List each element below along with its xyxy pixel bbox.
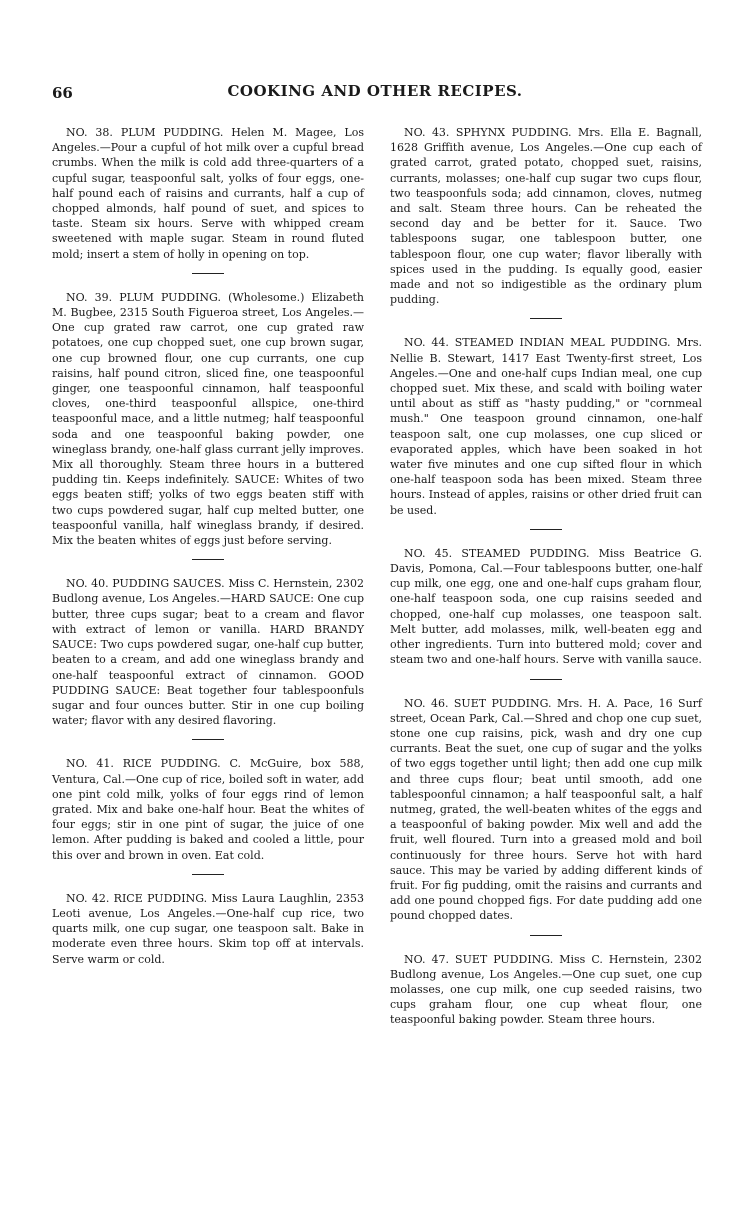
recipe-38 <box>52 125 364 262</box>
recipe-44 <box>390 335 702 517</box>
recipe-43 <box>390 125 702 307</box>
divider <box>192 273 224 274</box>
recipe-text: NO. 42. RICE PUDDING. Miss Laura Laughlin, 2353 Leoti avenue, Los Angeles.—One-half cup rice, two quarts milk, one cup sugar, one teaspoon salt. Bake in moderate even three hours. Skim top off at intervals. Serve warm or cold. <box>52 891 364 966</box>
recipe-41 <box>52 756 364 862</box>
recipe-46 <box>390 696 702 924</box>
divider <box>192 874 224 875</box>
page-number: 66 <box>52 84 73 102</box>
divider <box>530 318 562 319</box>
recipe-text: NO. 44. STEAMED INDIAN MEAL PUDDING. Mrs. Nellie B. Stewart, 1417 East Twenty-first street, Los Angeles.—One and one-half cups Indian meal, one cup chopped suet. Mix these, and scald with boiling water until about as stiff as "hasty pudding," or "cornmeal mush." One teaspoon ground cinnamon, one-half teaspoon salt, one cup molasses, one cup sliced or evaporated apples, which have been soaked in hot water five minutes and one cup sifted flour in which one-half teaspoon soda has been mixed. Steam three hours. Instead of apples, raisins or other dried fruit can be used. <box>390 336 702 517</box>
recipe-text: NO. 39. PLUM PUDDING. (Wholesome.) Elizabeth M. Bugbee, 2315 South Figueroa street, Los Angeles.—One cup grated raw carrot, one cup grated raw potatoes, one cup chopped suet, one cup brown sugar, one cup browned flour, one cup currants, one cup raisins, half pound citron, sliced fine, one teaspoonful ginger, one teaspoonful cinnamon, half teaspoonful cloves, one-third teaspoonful allspice, one-third teaspoonful mace, and a little nutmeg; half teaspoonful soda and one teaspoonful baking powder, one wineglass brandy, one-half glass currant jelly improves. Mix all thoroughly. Steam three hours in a buttered pudding tin. Keeps indefinitely. SAUCE: Whites of two eggs beaten stiff; yolks of two eggs beaten stiff with two cups powdered sugar, half cup melted butter, one teaspoonful vanilla, half wineglass brandy, if desired. Mix the beaten whites of eggs just before serving. <box>52 290 364 548</box>
recipe-text: NO. 38. PLUM PUDDING. Helen M. Magee, Los Angeles.—Pour a cupful of hot milk over a cupful bread crumbs. When the milk is cold add three-quarters of a cupful sugar, teaspoonful salt, yolks of four eggs, one-half pound each of raisins and currants, half a cup of chopped almonds, half pound of suet, and spices to taste. Steam six hours. Serve with whipped cream sweetened with maple sugar. Steam in round fluted mold; insert a stem of holly in opening on top. <box>52 126 364 261</box>
left-column <box>52 125 364 967</box>
divider <box>192 559 224 560</box>
recipe-text: NO. 41. RICE PUDDING. C. McGuire, box 588, Ventura, Cal.—One cup of rice, boiled soft in water, add one pint cold milk, yolks of four eggs rind of lemon grated. Mix and bake one-half hour. Beat the whites of four eggs; stir in one pint of sugar, the juice of one lemon. After pudding is baked and cooled a little, pour this over and brown in oven. Eat cold. <box>52 757 364 862</box>
recipe-text: NO. 47. SUET PUDDING. Miss C. Hernstein, 2302 Budlong avenue, Los Angeles.—One cup suet, one cup molasses, one cup milk, one cup seeded raisins, two cups graham flour, one cup wheat flour, one teaspoonful baking powder. Steam three hours. <box>390 952 702 1027</box>
recipe-39 <box>52 290 364 548</box>
page-title: COOKING AND OTHER RECIPES. <box>227 82 523 100</box>
recipe-42 <box>52 891 364 967</box>
recipe-40 <box>52 576 364 728</box>
recipe-text: NO. 46. SUET PUDDING. Mrs. H. A. Pace, 16 Surf street, Ocean Park, Cal.—Shred and chop one cup suet, stone one cup raisins, pick, wash and dry one cup currants. Beat the suet, one cup of sugar and the yolks of two eggs together until light; then add one cup milk and three cups flour; beat until smooth, add one tablespoonful cinnamon; a half teaspoonful salt, a half nutmeg, grated, the well-beaten whites of the eggs and a teaspoonful of baking powder. Mix well and add the fruit, well floured. Turn into a greased mold and boil continuously for three hours. Serve hot with hard sauce. This may be varied by adding different kinds of fruit. For fig pudding, omit the raisins and currants and add one pound chopped figs. For date pudding add one pound chopped dates. <box>390 696 702 923</box>
divider <box>530 679 562 680</box>
recipe-text: NO. 45. STEAMED PUDDING. Miss Beatrice G. Davis, Pomona, Cal.—Four tablespoons butter, one-half cup milk, one egg, one and one-half cups graham flour, one-half teaspoon soda, one cup raisins seeded and chopped, one-half cup molasses, one teaspoon salt. Melt butter, add molasses, milk, well-beaten egg and other ingredients. Turn into buttered mold; cover and steam two and one-half hours. Serve with vanilla sauce. <box>390 546 702 667</box>
divider <box>192 739 224 740</box>
divider <box>530 935 562 936</box>
right-column <box>390 125 702 1028</box>
recipe-45 <box>390 546 702 668</box>
recipe-47 <box>390 952 702 1028</box>
recipe-text: NO. 40. PUDDING SAUCES. Miss C. Hernstein, 2302 Budlong avenue, Los Angeles.—HARD SAUCE: One cup butter, three cups sugar; beat to a cream and flavor with extract of lemon or vanilla. HARD BRANDY SAUCE: Two cups powdered sugar, one-half cup butter, beaten to a cream, and add one wineglass brandy and one-half teaspoonful extract of cinnamon. GOOD PUDDING SAUCE: Beat together four tablespoonfuls sugar and four ounces butter. Stir in one cup boiling water; flavor with any desired flavoring. <box>52 577 364 728</box>
divider <box>530 529 562 530</box>
recipe-text: NO. 43. SPHYNX PUDDING. Mrs. Ella E. Bagnall, 1628 Griffith avenue, Los Angeles.—One cup each of grated carrot, grated potato, chopped suet, raisins, currants, molasses; one-half cup sugar two cups flour, two teaspoonfuls soda; add cinnamon, cloves, nutmeg and salt. Steam three hours. Can be reheated the second day and be better for it. Sauce. Two tablespoons sugar, one tablespoon butter, one tablespoon flour, one cup water; flavor liberally with spices used in the pudding. Is equally good, easier made and not so indigestible as the ordinary plum pudding. <box>390 126 702 307</box>
